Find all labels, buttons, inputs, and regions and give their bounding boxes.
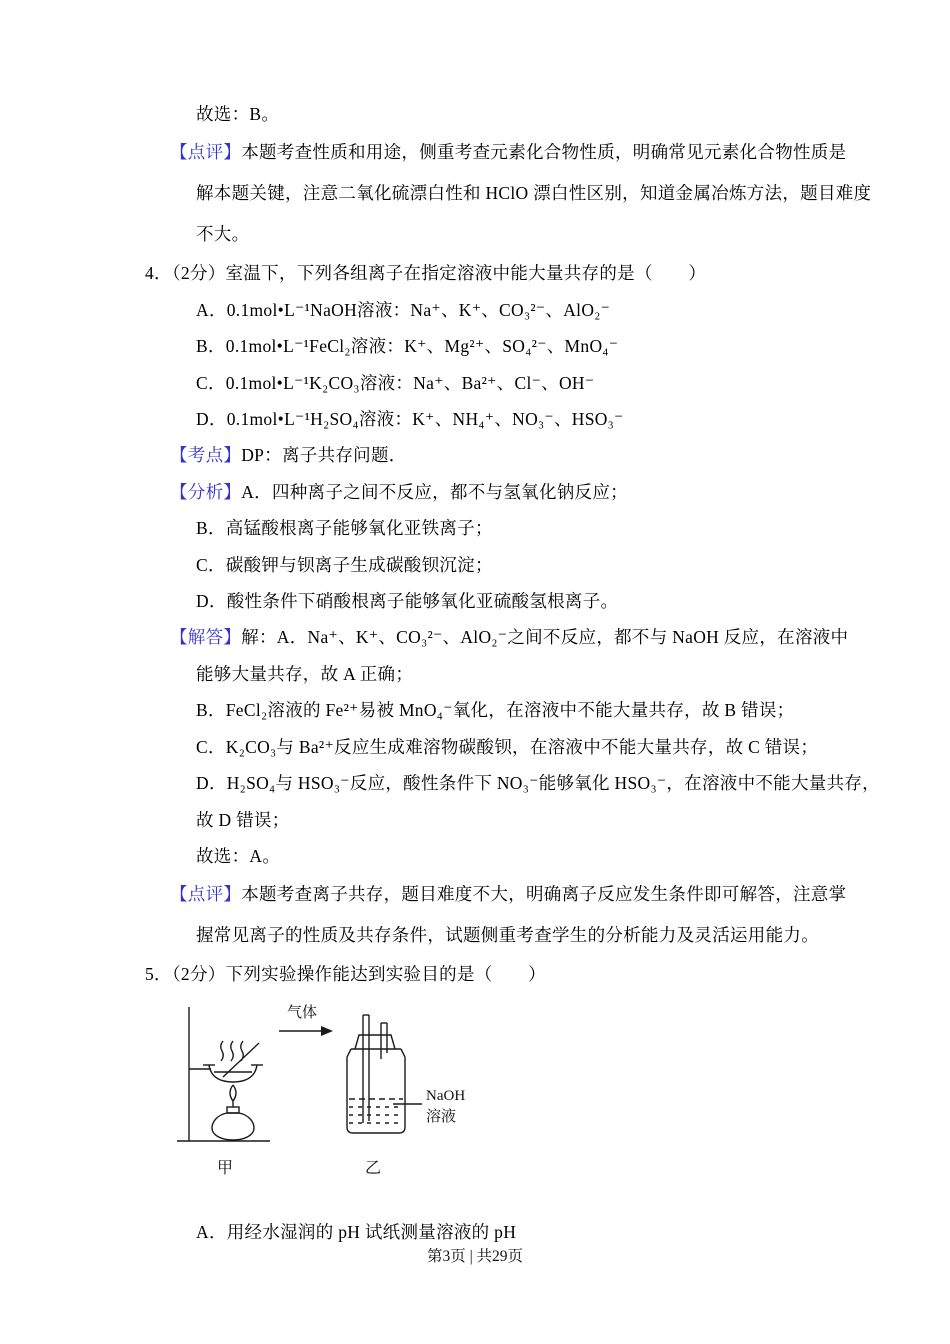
q4-option-a: A．0.1mol•L⁻¹NaOH溶液：Na⁺、K⁺、CO₃²⁻、AlO₂⁻: [196, 299, 611, 320]
q4-fenxi-line-4: D．酸性条件下硝酸根离子能够氧化亚硫酸氢根离子。: [196, 591, 619, 612]
reagent-label-solution: 溶液: [426, 1108, 457, 1125]
q4-fenxi-line-1: [170, 474, 905, 510]
q5-stem: 5．（2分）下列实验操作能达到实验目的是（ ）: [145, 964, 546, 985]
experiment-diagram: [175, 1001, 485, 1181]
q4-comment-text-1: 本题考查离子共存，题目难度不大，明确离子反应发生条件即可解答，注意掌: [241, 884, 847, 905]
bottle-body: [347, 1049, 405, 1133]
lamp-cap: [227, 1107, 239, 1113]
gas-label: 气体: [287, 1004, 318, 1021]
bottle-stopper: [355, 1035, 395, 1049]
q4-option-c: C．0.1mol•L⁻¹K₂CO₃溶液：Na⁺、Ba²⁺、Cl⁻、OH⁻: [196, 372, 595, 393]
q3-comment-line-3: 不大。: [196, 224, 250, 245]
q3-comment-line-2: 解本题关键，注意二氧化硫漂白性和 HClO 漂白性区别，知道金属冶炼方法，题目难度: [196, 183, 872, 204]
q4-option-b: B．0.1mol•L⁻¹FeCl₂溶液：K⁺、Mg²⁺、SO₄²⁻、MnO₄⁻: [196, 336, 619, 357]
q4-jieda-line-3: B．FeCl₂溶液的 Fe²⁺易被 MnO₄⁻氧化，在溶液中不能大量共存，故 B 错误；: [196, 700, 795, 721]
q4-jieda-line-1: [170, 619, 905, 655]
q4-comment-line-1: [170, 874, 905, 915]
q4-kaodian-line: [170, 437, 905, 473]
q3-comment-line-1: [170, 132, 905, 173]
q4-fenxi-text-1: A．四种离子之间不反应，都不与氢氧化钠反应；: [241, 481, 628, 502]
vapor-squiggle: [221, 1041, 224, 1061]
dianping-tag: 【点评】: [170, 142, 242, 163]
lamp-flame: [230, 1085, 236, 1101]
q4-option-d: D．0.1mol•L⁻¹H₂SO₄溶液：K⁺、NH₄⁺、NO₃⁻、HSO₃⁻: [196, 409, 624, 430]
q5-option-a: A．用经水湿润的 pH 试纸测量溶液的 pH: [196, 1221, 517, 1242]
apparatus-yi-gas-bottle: [279, 1015, 422, 1133]
caption-yi: 乙: [364, 1159, 382, 1177]
vapor-squiggle: [241, 1041, 244, 1061]
q4-fenxi-line-2: B．高锰酸根离子能够氧化亚铁离子；: [196, 518, 493, 539]
gas-arrow-head: [321, 1026, 333, 1036]
kaodian-tag: 【考点】: [170, 445, 242, 466]
q4-fenxi-line-3: C．碳酸钾与钡离子生成碳酸钡沉淀；: [196, 554, 493, 575]
vapor-squiggle: [231, 1041, 234, 1061]
q4-jieda-line-6: 故 D 错误；: [196, 809, 290, 830]
q4-jieda-line-5: D．H₂SO₄与 HSO₃⁻反应，酸性条件下 NO₃⁻能够氧化 HSO₃⁻，在溶液中不能大量共存，: [196, 773, 880, 794]
dianping-tag: 【点评】: [170, 884, 242, 905]
reagent-label-naoh: NaOH: [426, 1087, 466, 1104]
q4-jieda-line-2: 能够大量共存，故 A 正确；: [196, 663, 414, 684]
caption-jia: 甲: [216, 1159, 234, 1177]
fenxi-tag: 【分析】: [170, 481, 242, 502]
q4-stem: 4．（2分）室温下，下列各组离子在指定溶液中能大量共存的是（ ）: [145, 263, 707, 284]
q4-jieda-text-1: 解：A．Na⁺、K⁺、CO₃²⁻、AlO₂⁻之间不反应，都不与 NaOH 反应，在溶液中: [241, 627, 849, 648]
q4-comment-line-2: 握常见离子的性质及共存条件，试题侧重考查学生的分析能力及灵活运用能力。: [196, 925, 819, 946]
apparatus-jia-heating-setup: [177, 1007, 270, 1141]
q4-kaodian-text: DP：离子共存问题．: [241, 445, 407, 466]
q4-answer-choice: 故选：A。: [196, 845, 281, 866]
q3-answer-choice: 故选：B。: [196, 104, 280, 124]
q3-comment-text-1: 本题考查性质和用途，侧重考查元素化合物性质，明确常见元素化合物性质是: [241, 142, 847, 163]
page-content: [145, 96, 905, 1250]
experiment-diagram-wrap: [175, 1001, 905, 1186]
jieda-tag: 【解答】: [170, 627, 242, 648]
q4-jieda-line-4: C．K₂CO₃与 Ba²⁺反应生成难溶物碳酸钡，在溶液中不能大量共存，故 C 错误；: [196, 736, 819, 757]
lamp-body: [212, 1113, 254, 1140]
page-footer: 第3页 | 共29页: [426, 1248, 524, 1265]
